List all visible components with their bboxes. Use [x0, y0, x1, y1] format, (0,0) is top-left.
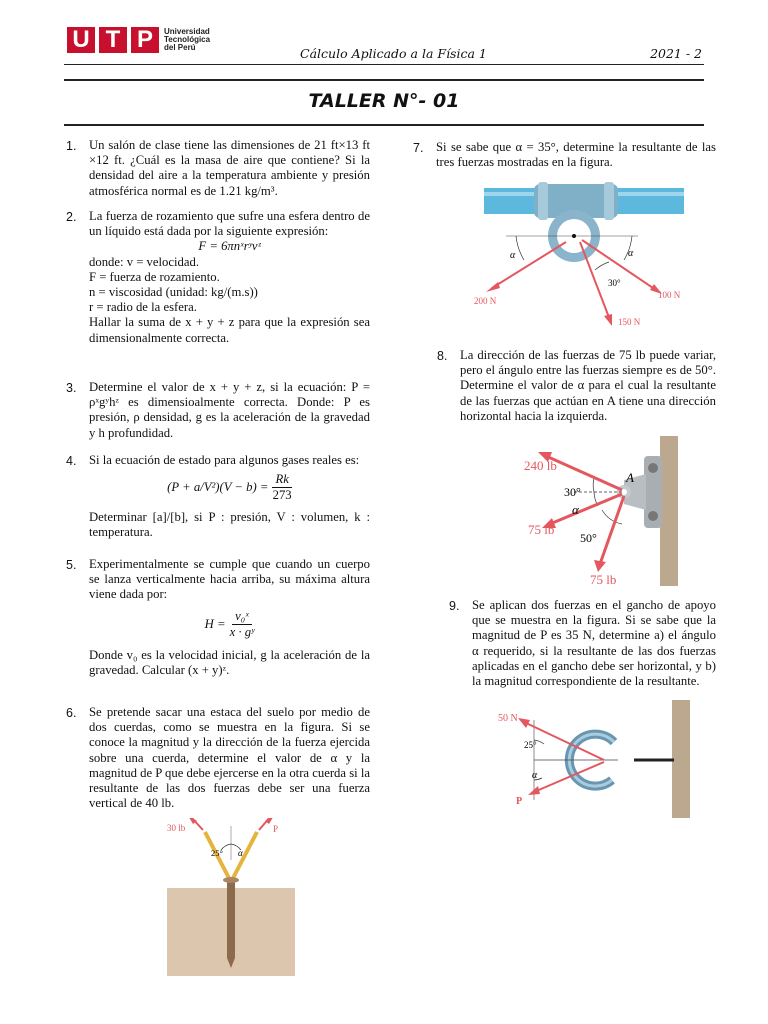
angle-label-bottom: α — [532, 770, 538, 781]
problem-number: 4. — [66, 454, 77, 468]
problem-number: 6. — [66, 706, 77, 720]
problem-4-text: Si la ecuación de estado para algunos gases reales es: (P + a/V²)(V − b) = $\frac{Rk}{273}$ Determinar [a]/[b], si P : presión, V : volumen, k : temperatura. — [89, 453, 370, 539]
angle-label-left: α — [510, 250, 516, 261]
force-arrow-200N — [492, 242, 566, 288]
page-title: TALLER N°- 01 — [308, 90, 460, 112]
course-name: Cálculo Aplicado a la Física 1 — [300, 46, 487, 61]
logo-letter-u: U — [67, 27, 95, 53]
force-label-75lb-bottom: 75 lb — [590, 572, 617, 586]
force-label-150N: 150 N — [618, 317, 641, 327]
figure-forces-at-A — [520, 436, 690, 586]
formula: H = $\frac{\text{v₀ˣ}}{\text{x · gʸ}}$ — [204, 608, 255, 639]
angle-label-top: 30° — [564, 485, 581, 499]
problem-number: 7. — [413, 141, 424, 155]
problem-3-text: Determine el valor de x + y + z, si la ecuación: P = ρˣgʸhᶻ es dimensioalmente correcta. Donde: P es presión, ρ densidad, g es la aceleración de la gravedad y h profundidad. — [89, 380, 370, 440]
problem-5-text: Experimentalmente se cumple que cuando un cuerpo se lanza verticalmente hacia arriba, su máxima altura viene dada por: H = $\frac{\text{v₀ˣ}}{\text{x · gʸ}}$ Donde v₀ es la velocidad inicial, g la aceleración de la gravedad. Calcular (x + y)ᶻ. — [89, 557, 370, 678]
force-label-left: 30 lb — [167, 823, 186, 833]
arrowhead-75lb-bottom — [594, 560, 606, 572]
formula: (P + a/V²)(V − b) = $\frac{Rk}{273}$ — [167, 472, 292, 503]
force-arrow-240lb — [546, 456, 622, 490]
point-label: A — [626, 470, 634, 485]
title-rule-top — [64, 79, 704, 81]
wall — [672, 700, 690, 818]
problem-7-text: Si se sabe que α = 35°, determine la resultante de las tres fuerzas mostradas en la figura. — [436, 140, 716, 170]
stake — [227, 880, 235, 958]
angle-arc-mid — [595, 262, 609, 270]
stake-head — [223, 877, 239, 883]
wall — [660, 436, 678, 586]
problem-number: 5. — [66, 558, 77, 572]
force-label-75lb-left: 75 lb — [528, 522, 555, 537]
formula: F = 6πnˣrʸvᶻ — [198, 239, 261, 254]
force-arrow-75lb-bottom — [600, 496, 624, 564]
angle-arc-left — [516, 236, 524, 260]
figure-pipe-ring — [472, 178, 692, 330]
force-label-P: P — [516, 796, 523, 807]
arrowhead-50N — [518, 718, 530, 728]
logo-letter-p: P — [131, 27, 159, 53]
bolt-bottom — [648, 511, 658, 521]
force-label-240lb: 240 lb — [524, 458, 557, 473]
problem-number: 1. — [66, 139, 77, 153]
problem-1-text: Un salón de clase tiene las dimensiones de 21 ft×13 ft ×12 ft. ¿Cuál es la masa de aire que contiene? Si la densidad del aire a la temperatura ambiente y presión atmosférica normal es de 1.21 kg/m³. — [89, 138, 370, 198]
force-label-50N: 50 N — [498, 713, 518, 724]
arrowhead-150N — [604, 314, 612, 326]
angle-label-top: 25° — [524, 740, 537, 750]
clamp-left — [538, 182, 548, 220]
title-rule-bottom — [64, 124, 704, 126]
angle-label-mid: α — [572, 502, 579, 517]
ring-center — [572, 234, 576, 238]
angle-label-bottom: 50° — [580, 531, 597, 545]
rope-right — [231, 832, 257, 882]
problem-number: 9. — [449, 599, 460, 613]
problem-number: 2. — [66, 210, 77, 224]
angle-label-right: α — [628, 248, 634, 259]
problem-8-text: La dirección de las fuerzas de 75 lb puede variar, pero el ángulo entre las fuerzas siempre es de 50°. Determine el valor de α para el cual la resultante de las fuerzas que actúan en A tiene una dirección horizontal hacia la izquierda. — [460, 348, 716, 423]
logo-letter-t: T — [99, 27, 127, 53]
problem-number: 8. — [437, 349, 448, 363]
university-name: Universidad Tecnológica del Perú — [164, 27, 211, 52]
angle-label-mid: 30° — [608, 278, 621, 288]
force-label-200N: 200 N — [474, 296, 497, 306]
force-arrow-150N — [580, 242, 610, 320]
problem-number: 3. — [66, 381, 77, 395]
bolt-top — [648, 463, 658, 473]
force-label-100N: 100 N — [658, 290, 681, 300]
problem-9-text: Se aplican dos fuerzas en el gancho de apoyo que se muestra en la figura. Si se sabe que la magnitud de P es 35 N, determine a) el ángulo α requerido, si la resultante de las dos fuerzas aplicadas en el gancho debe ser horizontal, y b) la magnitud correspondiente de la resultante. — [472, 598, 716, 689]
problem-6-text: Se pretende sacar una estaca del suelo por medio de dos cuerdas, como se muestra en la figura. Si se conoce la magnitud y la dirección de la fuerza ejercida sobre una cuerda, determine el valor de α y la magnitud de P que debe ejercerse en la otra cuerda si la resultante de las dos fuerzas debe ser una fuerza vertical de 40 lb. — [89, 705, 370, 811]
arrowhead-200N — [486, 282, 500, 292]
clamp-right — [604, 182, 614, 220]
angle-arc-top — [593, 478, 594, 492]
problem-2-text: La fuerza de rozamiento que sufre una esfera dentro de un líquido está dada por la siguiente expresión: F = 6πnˣrʸvᶻ donde: v = velocidad. F = fuerza de rozamiento. n = viscosidad (unidad: kg/(m.s)) r = radio de la esfera. Hallar la suma de x + y + z para que la expresión sea dimensionalmente correcta. — [89, 209, 370, 345]
force-label-right: P — [273, 824, 279, 834]
period: 2021 - 2 — [650, 46, 702, 61]
angle-label-right: α — [238, 848, 243, 858]
figure-hook — [494, 700, 690, 818]
angle-label-left: 25° — [211, 848, 223, 858]
header-rule — [64, 64, 704, 65]
figure-stake — [165, 818, 297, 978]
